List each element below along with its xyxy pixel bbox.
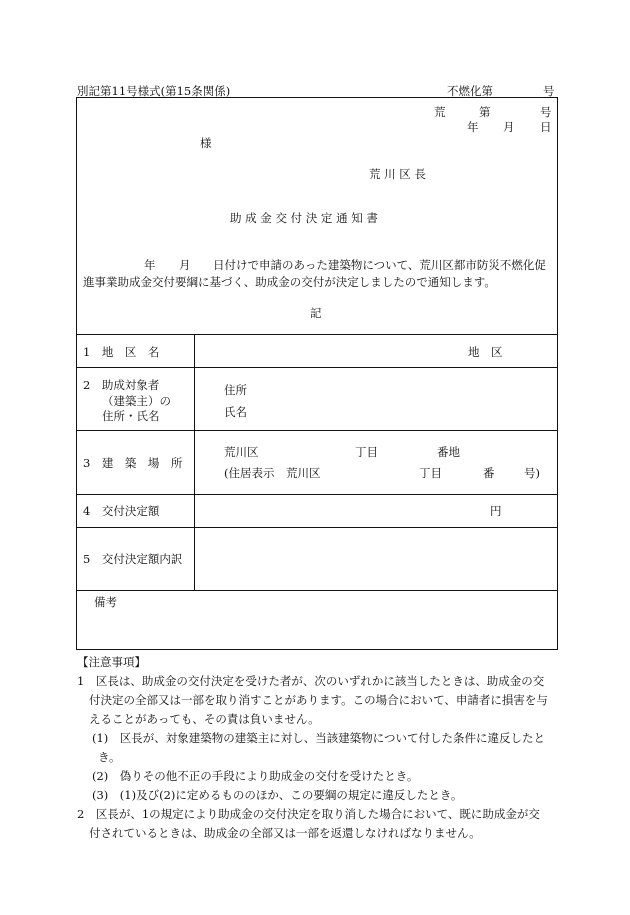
divider-row5: [76, 590, 558, 591]
ref-dai: 第: [479, 105, 491, 119]
document-title: 助 成 金 交 付 決 定 通 知 書: [230, 211, 378, 225]
body-line-1: 日付けで申請のあった建築物について、荒川区都市防災不燃化促: [213, 258, 546, 272]
row3-label: 3 建 築 場 所: [83, 456, 183, 470]
ref-go: 号: [540, 105, 552, 119]
row3-chome: 丁目: [355, 445, 378, 459]
ref-kanji: 荒: [434, 105, 446, 119]
remarks-label: 備考: [94, 595, 117, 609]
row1-label: 1 地 区 名: [83, 345, 160, 359]
body-year: 年: [144, 258, 156, 272]
ki-mark: 記: [310, 306, 322, 320]
note1-line1: 1 区長は、助成金の交付決定を受けた者が、次のいずれかに該当したときは、助成金の交: [77, 674, 545, 688]
note1-line3: えることがあっても、その責は負いません。: [89, 712, 320, 726]
row4-label: 4 交付決定額: [83, 504, 160, 518]
subnote3: (3) (1)及び(2)に定めるもののほか、この要綱の規定に違反したとき。: [92, 788, 463, 802]
number-label-left: 不燃化第: [447, 84, 493, 98]
form-frame: [76, 97, 558, 650]
row2-label-line1: 2 助成対象者: [83, 378, 160, 392]
body-month: 月: [179, 258, 191, 272]
row3-display-go: 号): [524, 466, 540, 480]
row2-address: 住所: [224, 383, 247, 397]
divider-row3: [76, 494, 558, 495]
row3-display-open: (住居表示 荒川区: [224, 466, 321, 480]
notes-heading: 【注意事項】: [77, 655, 146, 669]
note1-line2: 付決定の全部又は一部を取り消すことがあります。この場合において、申請者に損害を与: [89, 693, 548, 707]
row3-display-chome: 丁目: [419, 466, 442, 480]
divider-row4: [76, 527, 558, 528]
subnote1-line2: き。: [98, 750, 121, 764]
number-label-right: 号: [543, 84, 555, 98]
subnote2: (2) 偽りその他不正の手段により助成金の交付を受けたとき。: [92, 769, 419, 783]
row4-yen: 円: [490, 504, 502, 518]
note2-line1: 2 区長が、1の規定により助成金の交付決定を取り消した場合において、既に助成金が交: [77, 807, 540, 821]
addressee-suffix: 様: [200, 136, 212, 150]
subnote1-line1: (1) 区長が、対象建築物の建築主に対し、当該建築物について付した条件に違反したと: [92, 731, 546, 745]
body-line-2: 進事業助成金交付要綱に基づく、助成金の交付が決定しましたので通知します。: [83, 275, 496, 289]
sender: 荒 川 区 長: [369, 167, 426, 181]
note2-line2: 付されているときは、助成金の全部又は一部を返還しなければなりません。: [89, 826, 481, 840]
date-year: 年: [467, 120, 479, 134]
row2-label-line3: 住所・氏名: [102, 409, 160, 423]
row3-ward: 荒川区: [224, 445, 259, 459]
row3-banchi: 番地: [437, 445, 460, 459]
date-day: 日: [540, 120, 552, 134]
row3-display-ban: 番: [483, 466, 495, 480]
form-id: 別記第11号様式(第15条関係): [77, 84, 231, 98]
row2-name: 氏名: [224, 405, 247, 419]
label-column-divider: [194, 334, 195, 590]
row5-label: 5 交付決定額内訳: [83, 552, 183, 566]
divider-row1: [76, 367, 558, 368]
row1-district: 地 区: [468, 345, 503, 359]
date-month: 月: [503, 120, 515, 134]
row2-label-line2: （建築主）の: [102, 394, 171, 408]
divider-row2: [76, 430, 558, 431]
divider-top: [76, 334, 558, 335]
